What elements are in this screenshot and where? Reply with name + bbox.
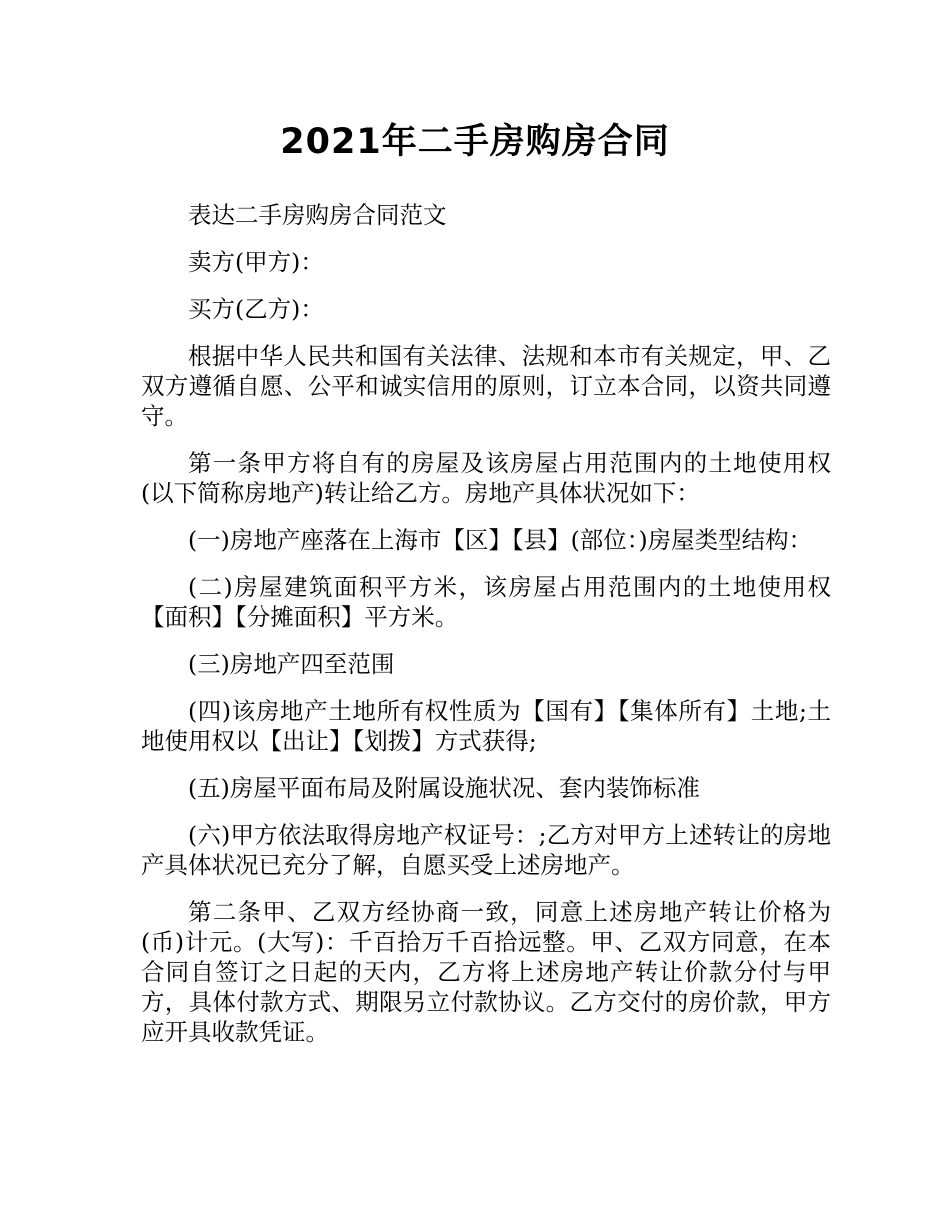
paragraph-item-4: (四)该房地产土地所有权性质为【国有】【集体所有】土地;土地使用权以【出让】【划拨】方式获得; xyxy=(141,697,831,755)
paragraph-item-1: (一)房地产座落在上海市【区】【县】(部位：)房屋类型结构： xyxy=(188,526,813,554)
paragraph-item-3: (三)房地产四至范围 xyxy=(188,650,395,678)
document-title: 2021年二手房购房合同 xyxy=(280,122,670,162)
document-body xyxy=(141,200,831,1064)
paragraph-item-2: (二)房屋建筑面积平方米，该房屋占用范围内的土地使用权【面积】【分摊面积】平方米。 xyxy=(141,573,831,631)
paragraph-buyer: 买方(乙方)： xyxy=(188,295,324,323)
paragraph-article-1: 第一条甲方将自有的房屋及该房屋占用范围内的土地使用权(以下简称房地产)转让给乙方。房地产具体状况如下： xyxy=(141,449,831,507)
paragraph-preamble: 根据中华人民共和国有关法律、法规和本市有关规定，甲、乙双方遵循自愿、公平和诚实信用的原则，订立本合同，以资共同遵守。 xyxy=(141,342,831,430)
paragraph-intro: 表达二手房购房合同范文 xyxy=(188,201,447,229)
paragraph-item-5: (五)房屋平面布局及附属设施状况、套内装饰标准 xyxy=(188,774,700,802)
paragraph-article-2: 第二条甲、乙双方经协商一致，同意上述房地产转让价格为(币)计元。(大写)：千百拾万千百拾远整。甲、乙双方同意，在本合同自签订之日起的天内，乙方将上述房地产转让价款分付与甲方，具体付款方式、期限另立付款协议。乙方交付的房价款，甲方应开具收款凭证。 xyxy=(141,898,831,1046)
paragraph-seller: 卖方(甲方)： xyxy=(188,248,324,276)
paragraph-item-6: (六)甲方依法取得房地产权证号：;乙方对甲方上述转让的房地产具体状况已充分了解，自愿买受上述房地产。 xyxy=(141,821,831,879)
